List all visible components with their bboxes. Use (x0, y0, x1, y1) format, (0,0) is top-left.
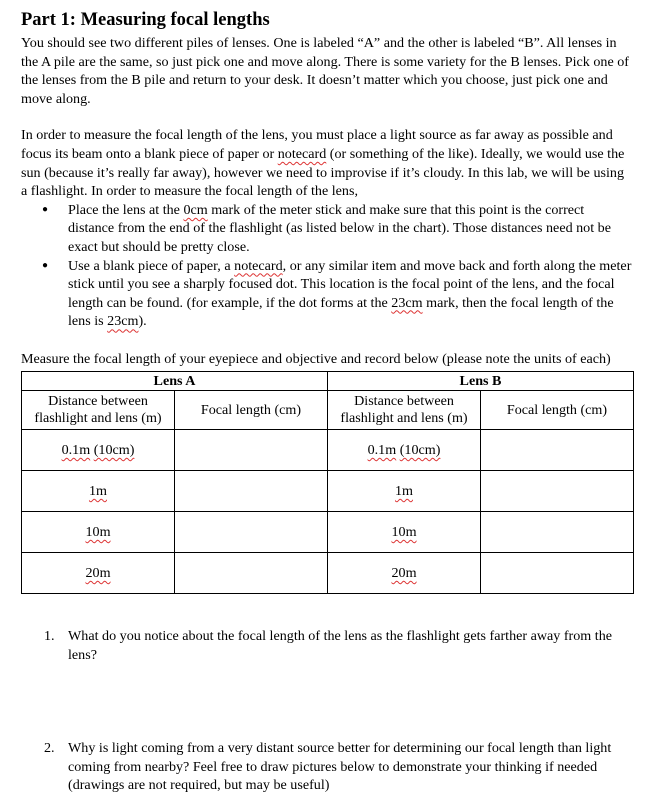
distance-cell: 1m (328, 471, 481, 512)
focal-length-table (21, 371, 634, 595)
lens-a-header: Lens A (22, 371, 328, 391)
table-row (22, 471, 634, 512)
focal-input-cell[interactable] (481, 512, 634, 553)
focal-input-cell[interactable] (481, 471, 634, 512)
para2-text-after: (or something of the like). Ideally, we would use the sun (because it’s really far away), however we need to improvise if it’s cloudy. In this lab, we will be using a flashlight. In order to measure the focal length of the lens, (21, 145, 625, 200)
spellcheck-word: 0cm (183, 201, 208, 218)
spellcheck-word: notecard (234, 257, 283, 274)
distance-cell: 1m (22, 471, 175, 512)
focal-input-cell[interactable] (175, 471, 328, 512)
focal-input-cell[interactable] (175, 430, 328, 471)
lens-b-header: Lens B (328, 371, 634, 391)
question-text: Why is light coming from a very distant source better for determining our focal length than light coming from nearby? Feel free to draw pictures below to demonstrate your thinking if needed (drawings are not required, but may be useful) (68, 740, 612, 794)
question-text: What do you notice about the focal length of the lens as the flashlight gets farther away from the lens? (68, 628, 612, 663)
section-heading: Part 1: Measuring focal lengths (21, 10, 270, 30)
instructions-paragraph (21, 126, 633, 200)
table-caption: Measure the focal length of your eyepiece and objective and record below (please note the units of each) (21, 350, 611, 367)
spellcheck-word: 23cm (391, 294, 423, 311)
distance-column-header: Distance between flashlight and lens (m) (22, 391, 175, 430)
para2-text-before: In order to measure the focal length of the lens, you must place a light source as far away as possible and focus its beam onto a blank piece of paper or (21, 127, 613, 162)
instruction-bullets (21, 201, 633, 331)
focal-input-cell[interactable] (481, 553, 634, 594)
table-subheader-row (22, 391, 634, 430)
document-page (21, 9, 633, 794)
focal-column-header: Focal length (cm) (481, 391, 634, 430)
distance-cell: 20m (328, 553, 481, 594)
question-list (21, 627, 633, 664)
distance-cell: 0.1m (10cm) (328, 430, 481, 471)
table-row (22, 430, 634, 471)
distance-cell: 10m (22, 512, 175, 553)
focal-input-cell[interactable] (175, 512, 328, 553)
table-row (22, 512, 634, 553)
bullet-item: ● Use a blank piece of paper, a notecard, or any similar item and move back and forth along the meter stick until you see a sharply focused dot. This location is the focal point of the lens, and the focal length can be found. (for example, if the dot forms at the 23cm mark, then the focal length of the lens is 23cm). (21, 257, 633, 331)
intro-paragraph: You should see two different piles of lenses. One is labeled “A” and the other is labeled “B”. All lenses in the A pile are the same, so just pick one and move along. There is some variety for the B lenses. Pick one of the lenses from the B pile and return to your desk. It doesn’t matter which you choose, just pick one and move along. (21, 35, 629, 107)
bullet-item: ● Place the lens at the 0cm mark of the meter stick and make sure that this point is the correct distance from the end of the flashlight (as listed below in the chart). Those distances need not be exact but should be pretty close. (21, 201, 633, 257)
distance-cell: 10m (328, 512, 481, 553)
focal-column-header: Focal length (cm) (175, 391, 328, 430)
question-item (21, 739, 633, 795)
question-list (21, 739, 633, 795)
distance-cell: 20m (22, 553, 175, 594)
distance-column-header: Distance between flashlight and lens (m) (328, 391, 481, 430)
spellcheck-word: 23cm (107, 313, 139, 330)
distance-cell: 0.1m (10cm) (22, 430, 175, 471)
table-row (22, 553, 634, 594)
spellcheck-word: notecard (277, 145, 327, 162)
question-number: 2. (44, 740, 55, 756)
focal-input-cell[interactable] (175, 553, 328, 594)
question-number: 1. (44, 628, 55, 644)
table-header-row (22, 371, 634, 391)
question-item (21, 627, 633, 664)
focal-input-cell[interactable] (481, 430, 634, 471)
